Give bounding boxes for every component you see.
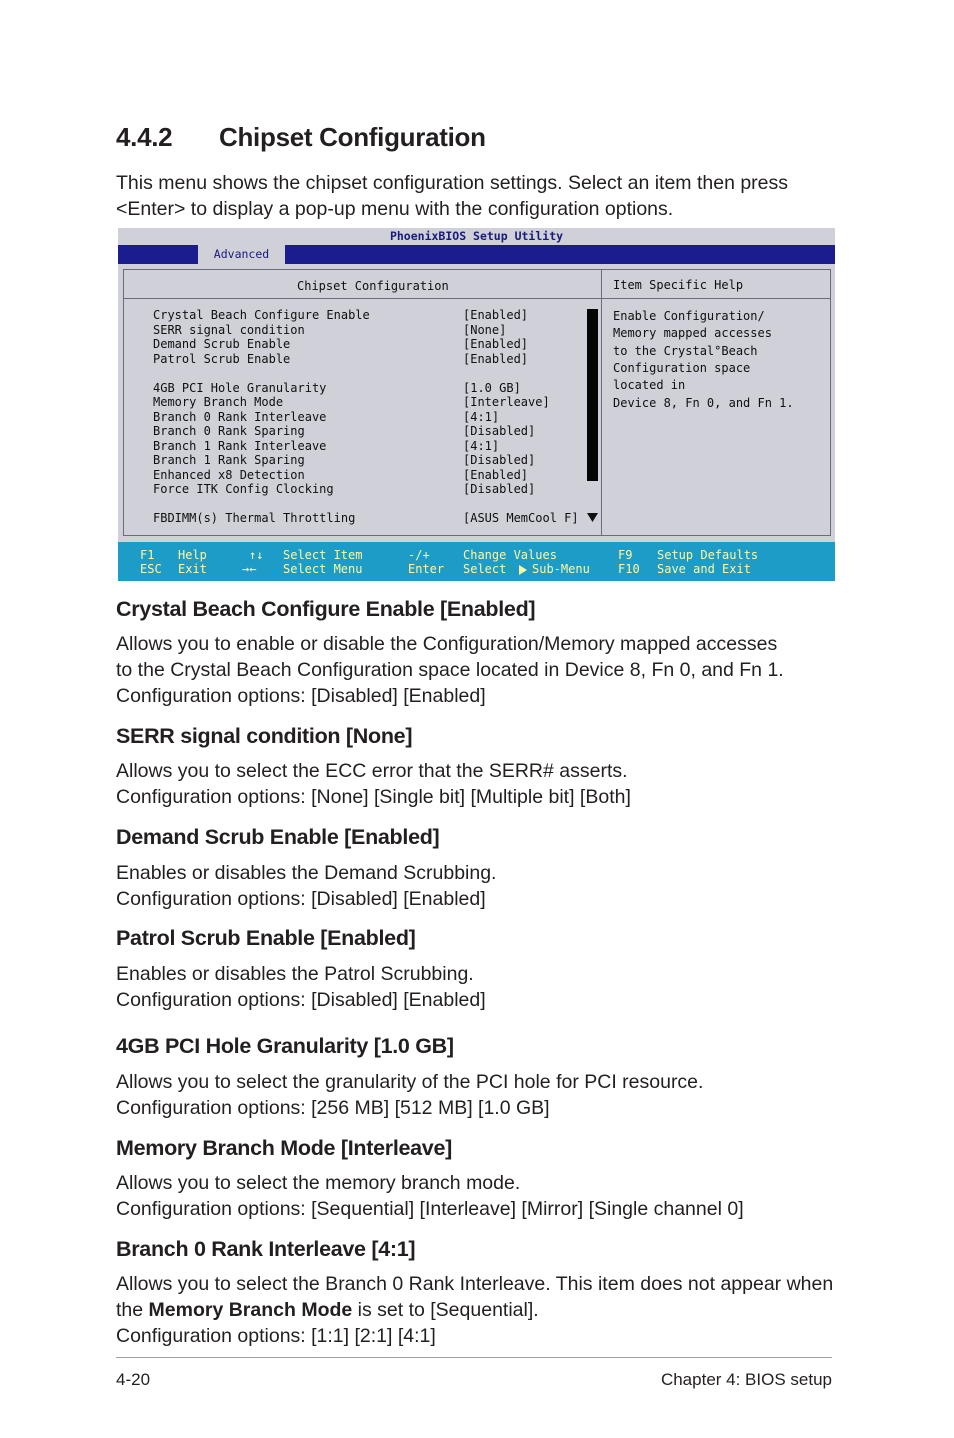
setting-value[interactable]: [Enabled]	[463, 467, 529, 482]
setting-value[interactable]: [ASUS MemCool F]	[463, 511, 579, 525]
help-line: Device 8, Fn 0, and Fn 1.	[613, 395, 794, 410]
option-description	[116, 758, 846, 810]
footer-divider	[116, 1357, 832, 1358]
option-heading: Patrol Scrub Enable [Enabled]	[116, 926, 416, 950]
description-line: Configuration options: [Disabled] [Enabled]	[116, 989, 486, 1011]
save-exit-label: Save and Exit	[657, 562, 751, 576]
setting-value[interactable]: [Enabled]	[463, 337, 529, 351]
description-line: Allows you to select the granularity of the PCI hole for PCI resource.	[116, 1071, 704, 1093]
setting-row-memory-branch-mode[interactable]	[153, 395, 550, 410]
setting-value[interactable]: [4:1]	[463, 409, 500, 424]
option-heading: Branch 0 Rank Interleave [4:1]	[116, 1237, 416, 1261]
option-description	[116, 631, 846, 709]
select-item-label: Select Item	[283, 548, 363, 562]
select-label: Select	[463, 562, 507, 576]
setting-row-branch1-sparing[interactable]	[153, 453, 536, 468]
description-line: Configuration options: [1:1] [2:1] [4:1]	[116, 1325, 436, 1347]
description-line	[116, 1297, 846, 1323]
description-line: Configuration options: [Disabled] [Enabled]	[116, 685, 486, 707]
setting-name: Branch 1 Rank Interleave	[153, 438, 327, 453]
option-heading: Memory Branch Mode [Interleave]	[116, 1136, 452, 1160]
setting-value[interactable]: [Enabled]	[463, 308, 529, 322]
page-number: 4-20	[116, 1370, 151, 1389]
option-description	[116, 860, 846, 912]
help-line: Configuration space	[613, 360, 751, 375]
submenu-arrow-icon	[519, 565, 527, 575]
setting-row-branch1-interleave[interactable]	[153, 438, 500, 454]
setting-row-x8-detection[interactable]	[153, 467, 529, 483]
option-heading: SERR signal condition [None]	[116, 724, 413, 748]
setting-row-patrol-scrub[interactable]	[153, 351, 529, 367]
setting-row-branch0-interleave[interactable]	[153, 409, 500, 425]
bios-screen	[118, 228, 835, 581]
help-title: Item Specific Help	[613, 278, 744, 292]
bios-menu-bar	[118, 245, 835, 264]
setting-name: Force ITK Config Clocking	[153, 482, 334, 496]
description-line: Allows you to enable or disable the Configuration/Memory mapped accesses	[116, 633, 778, 655]
enter-key: Enter	[408, 562, 445, 576]
esc-key: ESC	[140, 562, 162, 576]
up-down-arrows-icon: ↑↓	[249, 548, 264, 562]
option-description	[116, 1271, 846, 1349]
setting-row-branch0-sparing[interactable]	[153, 424, 536, 439]
tab-advanced[interactable]: Advanced	[198, 245, 285, 264]
setting-name: FBDIMM(s) Thermal Throttling	[153, 511, 356, 525]
description-line: Configuration options: [Disabled] [Enabled]	[116, 888, 486, 910]
text-run: the	[116, 1299, 149, 1321]
setting-name: Enhanced x8 Detection	[153, 467, 305, 482]
description-line: Enables or disables the Demand Scrubbing.	[116, 862, 497, 884]
setting-value[interactable]: [1.0 GB]	[463, 380, 521, 395]
setting-value[interactable]: [Disabled]	[463, 424, 536, 438]
bios-key-legend	[118, 542, 835, 581]
option-description	[116, 1170, 846, 1222]
select-menu-label: Select Menu	[283, 562, 363, 576]
exit-key-label: Exit	[178, 562, 207, 576]
help-line: Memory mapped accesses	[613, 326, 772, 341]
setting-row-demand-scrub[interactable]	[153, 337, 529, 352]
setting-value[interactable]: [Interleave]	[463, 395, 550, 409]
setting-value[interactable]: [Enabled]	[463, 351, 529, 366]
text-run: is set to [Sequential].	[352, 1299, 539, 1321]
setting-name: Demand Scrub Enable	[153, 337, 291, 351]
setting-value[interactable]: [None]	[463, 322, 507, 337]
setting-name: SERR signal condition	[153, 322, 305, 337]
section-number: 4.4.2	[116, 122, 173, 152]
setting-row-crystal-beach[interactable]	[153, 308, 529, 323]
setting-row-pci-hole[interactable]	[153, 380, 521, 396]
chapter-title: Chapter 4: BIOS setup	[660, 1370, 832, 1389]
help-key-label: Help	[178, 548, 207, 562]
description-line: Configuration options: [256 MB] [512 MB] [1.0 GB]	[116, 1097, 550, 1119]
option-heading: 4GB PCI Hole Granularity [1.0 GB]	[116, 1034, 454, 1058]
description-line: Allows you to select the ECC error that the SERR# asserts.	[116, 760, 628, 782]
option-heading: Crystal Beach Configure Enable [Enabled]	[116, 597, 536, 621]
f10-key: F10	[618, 562, 640, 576]
description-line: Configuration options: [None] [Single bit] [Multiple bit] [Both]	[116, 786, 631, 808]
scrollbar-thumb[interactable]	[587, 309, 598, 481]
option-heading: Demand Scrub Enable [Enabled]	[116, 825, 440, 849]
help-line: Enable Configuration/	[613, 309, 765, 323]
option-description	[116, 1069, 846, 1121]
setting-name: Branch 0 Rank Sparing	[153, 424, 305, 438]
panel-title: Chipset Configuration	[297, 279, 449, 293]
f1-key: F1	[140, 548, 155, 562]
setting-row-thermal-throttling[interactable]	[153, 511, 579, 526]
sub-menu-label: Sub-Menu	[532, 562, 590, 576]
f9-key: F9	[618, 548, 633, 562]
help-line: to the Crystal°Beach	[613, 343, 758, 358]
setting-name: Memory Branch Mode	[153, 395, 284, 409]
scroll-down-arrow-icon[interactable]	[587, 513, 598, 522]
setting-row-itk-clocking[interactable]	[153, 482, 536, 497]
setting-value[interactable]: [Disabled]	[463, 453, 536, 467]
emphasis-text: Memory Branch Mode	[148, 1299, 353, 1321]
description-line: Allows you to select the memory branch mode.	[116, 1172, 521, 1194]
setting-name: 4GB PCI Hole Granularity	[153, 380, 327, 395]
setting-name: Branch 0 Rank Interleave	[153, 409, 327, 424]
change-values-label: Change Values	[463, 548, 557, 562]
description-line: Allows you to select the Branch 0 Rank Interleave. This item does not appear when	[116, 1273, 834, 1295]
description-line: to the Crystal Beach Configuration space located in Device 8, Fn 0, and Fn 1.	[116, 659, 784, 681]
option-description	[116, 961, 846, 1013]
plus-minus-key: -/+	[408, 548, 430, 562]
help-line: located in	[613, 378, 686, 393]
description-line: Enables or disables the Patrol Scrubbing.	[116, 963, 474, 985]
setting-row-serr[interactable]	[153, 322, 507, 338]
section-title: Chipset Configuration	[219, 122, 486, 152]
setting-name: Patrol Scrub Enable	[153, 351, 291, 366]
section-intro: This menu shows the chipset configuration settings. Select an item then press <Enter> to display a pop-up menu with the configuration options.	[116, 172, 789, 220]
setting-name: Crystal Beach Configure Enable	[153, 308, 370, 322]
setting-value[interactable]: [Disabled]	[463, 482, 536, 496]
setting-value[interactable]: [4:1]	[463, 438, 500, 453]
description-line: Configuration options: [Sequential] [Interleave] [Mirror] [Single channel 0]	[116, 1198, 744, 1220]
setup-defaults-label: Setup Defaults	[657, 548, 759, 562]
left-right-arrows-icon: →←	[242, 562, 257, 576]
setting-name: Branch 1 Rank Sparing	[153, 453, 305, 467]
bios-title-bar: PhoenixBIOS Setup Utility	[118, 228, 835, 245]
